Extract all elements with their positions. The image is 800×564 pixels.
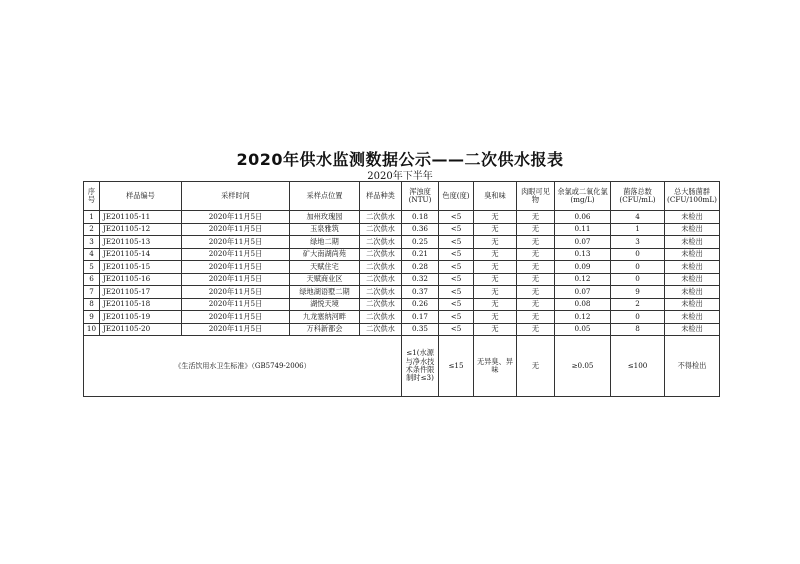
cell-sample-id: JE201105-20 [100,323,182,336]
cell-no: 3 [84,236,100,249]
cell-turbidity: 0.26 [402,298,439,311]
cell-odor: 无 [474,273,517,286]
cell-turbidity: 0.32 [402,273,439,286]
standard-colony: ≤100 [611,336,665,397]
cell-turbidity: 0.25 [402,236,439,249]
cell-colony: 4 [611,211,665,224]
standard-turbidity: ≤1(水源与净水技术条件限制时≤3) [402,336,439,397]
cell-sample-time: 2020年11月5日 [182,261,290,274]
cell-sample-site: 万科新都会 [290,323,360,336]
cell-color: <5 [439,223,474,236]
cell-sample-id: JE201105-15 [100,261,182,274]
header-sample-id: 样品编号 [100,182,182,211]
cell-odor: 无 [474,286,517,299]
cell-no: 5 [84,261,100,274]
table-row [84,286,720,299]
cell-coliform: 未检出 [665,236,720,249]
cell-turbidity: 0.37 [402,286,439,299]
cell-no: 10 [84,323,100,336]
cell-odor: 无 [474,248,517,261]
cell-sample-site: 湖悦天境 [290,298,360,311]
cell-visible: 无 [517,248,555,261]
cell-turbidity: 0.28 [402,261,439,274]
cell-coliform: 未检出 [665,261,720,274]
cell-sample-kind: 二次供水 [360,298,402,311]
header-chlorine: 余氯或二氧化氯(mg/L) [555,182,611,211]
cell-chlorine: 0.07 [555,236,611,249]
cell-color: <5 [439,261,474,274]
cell-sample-id: JE201105-13 [100,236,182,249]
header-turbidity: 浑浊度(NTU) [402,182,439,211]
header-sample-kind: 样品种类 [360,182,402,211]
table-row [84,248,720,261]
header-color: 色度(度) [439,182,474,211]
cell-no: 4 [84,248,100,261]
cell-coliform: 未检出 [665,248,720,261]
cell-chlorine: 0.08 [555,298,611,311]
cell-sample-site: 加州玫瑰园 [290,211,360,224]
cell-colony: 8 [611,323,665,336]
cell-color: <5 [439,211,474,224]
cell-color: <5 [439,273,474,286]
table-row [84,311,720,324]
table-row [84,273,720,286]
cell-sample-kind: 二次供水 [360,223,402,236]
cell-color: <5 [439,311,474,324]
standard-label: 《生活饮用水卫生标准》（GB5749-2006） [84,336,402,397]
cell-sample-id: JE201105-11 [100,211,182,224]
cell-chlorine: 0.06 [555,211,611,224]
cell-sample-time: 2020年11月5日 [182,248,290,261]
cell-sample-kind: 二次供水 [360,323,402,336]
header-colony: 菌落总数(CFU/mL) [611,182,665,211]
cell-sample-site: 绿地湖语墅二期 [290,286,360,299]
cell-odor: 无 [474,223,517,236]
cell-sample-site: 天赋商业区 [290,273,360,286]
cell-sample-site: 矿大南湖尚苑 [290,248,360,261]
header-sample-site: 采样点位置 [290,182,360,211]
cell-chlorine: 0.12 [555,273,611,286]
cell-color: <5 [439,236,474,249]
cell-sample-kind: 二次供水 [360,236,402,249]
cell-coliform: 未检出 [665,211,720,224]
cell-visible: 无 [517,273,555,286]
cell-visible: 无 [517,298,555,311]
cell-no: 8 [84,298,100,311]
cell-no: 7 [84,286,100,299]
cell-sample-kind: 二次供水 [360,311,402,324]
water-quality-table [83,181,720,397]
cell-sample-time: 2020年11月5日 [182,223,290,236]
cell-color: <5 [439,248,474,261]
cell-sample-kind: 二次供水 [360,211,402,224]
cell-coliform: 未检出 [665,323,720,336]
cell-sample-kind: 二次供水 [360,248,402,261]
cell-odor: 无 [474,311,517,324]
cell-chlorine: 0.13 [555,248,611,261]
cell-sample-kind: 二次供水 [360,286,402,299]
standard-chlorine: ≥0.05 [555,336,611,397]
table-row [84,261,720,274]
cell-colony: 3 [611,236,665,249]
cell-color: <5 [439,298,474,311]
cell-visible: 无 [517,261,555,274]
cell-colony: 0 [611,311,665,324]
cell-sample-id: JE201105-16 [100,273,182,286]
standard-visible: 无 [517,336,555,397]
cell-sample-time: 2020年11月5日 [182,236,290,249]
table-row [84,211,720,224]
cell-colony: 0 [611,273,665,286]
cell-chlorine: 0.11 [555,223,611,236]
table-row [84,236,720,249]
cell-colony: 0 [611,261,665,274]
cell-sample-time: 2020年11月5日 [182,311,290,324]
cell-sample-site: 玉泉雅筑 [290,223,360,236]
cell-visible: 无 [517,223,555,236]
table-row [84,298,720,311]
cell-no: 6 [84,273,100,286]
cell-coliform: 未检出 [665,311,720,324]
cell-sample-kind: 二次供水 [360,273,402,286]
cell-colony: 9 [611,286,665,299]
cell-visible: 无 [517,323,555,336]
cell-sample-id: JE201105-14 [100,248,182,261]
cell-no: 2 [84,223,100,236]
cell-chlorine: 0.05 [555,323,611,336]
cell-turbidity: 0.35 [402,323,439,336]
standard-color: ≤15 [439,336,474,397]
header-no: 序号 [84,182,100,211]
header-coliform: 总大肠菌群(CFU/100mL) [665,182,720,211]
report-period: 2020年下半年 [367,171,433,182]
cell-odor: 无 [474,236,517,249]
cell-sample-id: JE201105-12 [100,223,182,236]
cell-colony: 2 [611,298,665,311]
standard-coliform: 不得检出 [665,336,720,397]
cell-no: 1 [84,211,100,224]
cell-sample-site: 绿地二期 [290,236,360,249]
cell-sample-time: 2020年11月5日 [182,211,290,224]
cell-colony: 0 [611,248,665,261]
cell-turbidity: 0.17 [402,311,439,324]
cell-no: 9 [84,311,100,324]
cell-chlorine: 0.09 [555,261,611,274]
report-title: 2020年供水监测数据公示——二次供水报表 [236,150,564,169]
cell-visible: 无 [517,211,555,224]
cell-odor: 无 [474,323,517,336]
table-header-row [84,182,720,211]
cell-sample-time: 2020年11月5日 [182,298,290,311]
cell-visible: 无 [517,311,555,324]
cell-chlorine: 0.12 [555,311,611,324]
cell-odor: 无 [474,298,517,311]
cell-colony: 1 [611,223,665,236]
cell-visible: 无 [517,286,555,299]
cell-sample-site: 九龙塞纳河畔 [290,311,360,324]
cell-visible: 无 [517,236,555,249]
cell-sample-id: JE201105-17 [100,286,182,299]
standard-odor: 无异臭、异味 [474,336,517,397]
header-odor: 臭和味 [474,182,517,211]
standard-row [84,336,720,397]
cell-sample-time: 2020年11月5日 [182,273,290,286]
cell-sample-id: JE201105-19 [100,311,182,324]
cell-chlorine: 0.07 [555,286,611,299]
cell-coliform: 未检出 [665,298,720,311]
cell-color: <5 [439,323,474,336]
header-visible: 肉眼可见物 [517,182,555,211]
cell-sample-time: 2020年11月5日 [182,323,290,336]
cell-color: <5 [439,286,474,299]
cell-coliform: 未检出 [665,286,720,299]
header-sample-time: 采样时间 [182,182,290,211]
cell-sample-site: 天赋住宅 [290,261,360,274]
cell-turbidity: 0.36 [402,223,439,236]
table-row [84,323,720,336]
cell-odor: 无 [474,261,517,274]
table-row [84,223,720,236]
cell-turbidity: 0.18 [402,211,439,224]
cell-turbidity: 0.21 [402,248,439,261]
cell-sample-kind: 二次供水 [360,261,402,274]
cell-sample-id: JE201105-18 [100,298,182,311]
cell-odor: 无 [474,211,517,224]
cell-coliform: 未检出 [665,273,720,286]
cell-sample-time: 2020年11月5日 [182,286,290,299]
cell-coliform: 未检出 [665,223,720,236]
